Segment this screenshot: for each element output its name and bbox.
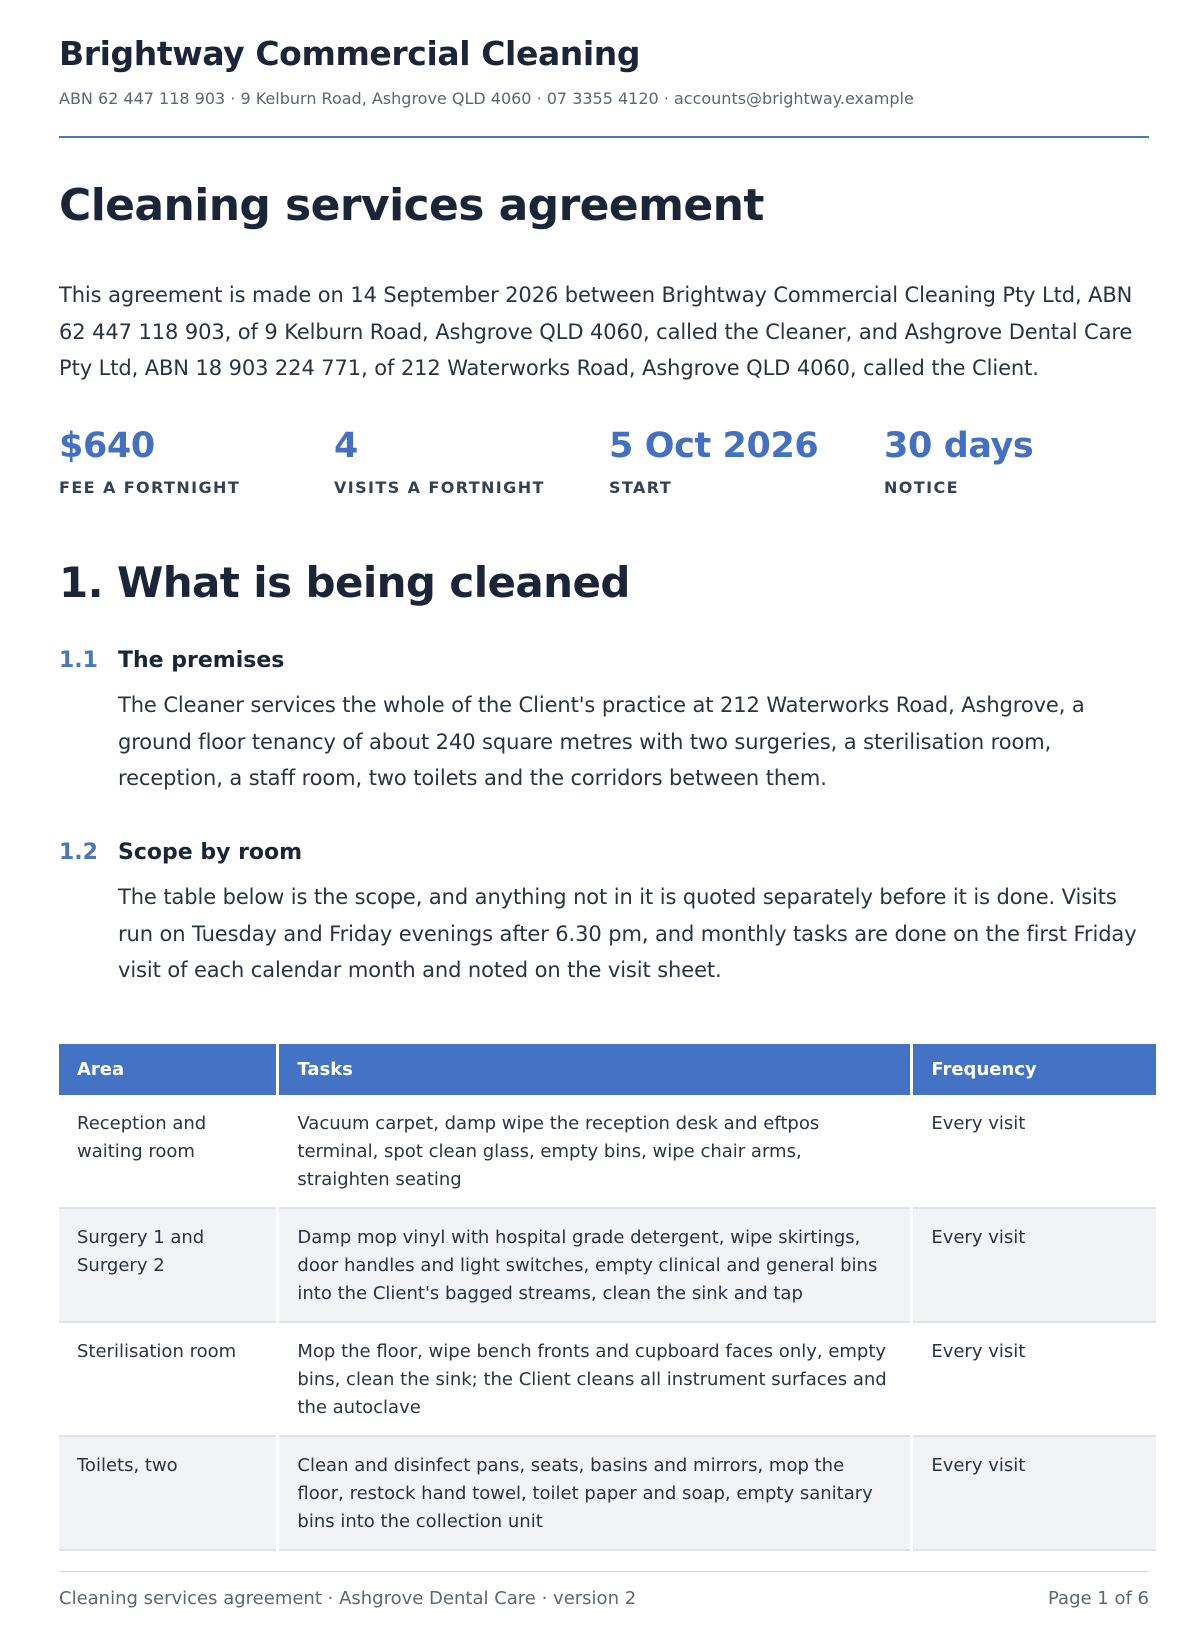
cell-frequency: Every visit <box>913 1437 1156 1551</box>
cell-area: Surgery 1 and Surgery 2 <box>59 1209 276 1323</box>
key-terms <box>59 424 1149 504</box>
table-row <box>59 1437 1156 1551</box>
stat-value: 4 <box>334 426 358 466</box>
subsection-body: The table below is the scope, and anything not in it is quoted separately before it is done. Visits run on Tuesday and Friday evenings after 6.30 pm, and monthly tasks are done on the first Friday visit of each calendar month and noted on the visit sheet. <box>118 885 1137 982</box>
header-divider <box>59 136 1149 138</box>
column-header-tasks: Tasks <box>279 1044 910 1095</box>
cell-frequency: Every visit <box>913 1323 1156 1437</box>
stat-visits <box>334 424 545 497</box>
table-row <box>59 1209 1156 1323</box>
stat-value: 30 days <box>884 426 1034 466</box>
company-name: Brightway Commercial Cleaning <box>59 34 641 73</box>
table-row <box>59 1095 1156 1209</box>
scope-table-container <box>59 1044 1159 1532</box>
column-header-frequency: Frequency <box>913 1044 1156 1095</box>
company-details: ABN 62 447 118 903 · 9 Kelburn Road, Ashgrove QLD 4060 · 07 3355 4120 · accounts@brightway.example <box>59 89 914 108</box>
stat-label: FEE A FORTNIGHT <box>59 478 241 497</box>
cell-frequency: Every visit <box>913 1209 1156 1323</box>
cell-area: Toilets, two <box>59 1437 276 1551</box>
subsection-title: The premises <box>118 648 285 673</box>
cell-tasks: Vacuum carpet, damp wipe the reception desk and eftpos terminal, spot clean glass, empty bins, wipe chair arms, straighten seating <box>279 1095 910 1209</box>
subsection-body: The Cleaner services the whole of the Client's practice at 212 Waterworks Road, Ashgrove, a ground floor tenancy of about 240 square metres with two surgeries, a sterilisation room, reception, a staff room, two toilets and the corridors between them. <box>118 693 1085 790</box>
intro-paragraph: This agreement is made on 14 September 2026 between Brightway Commercial Cleaning Pty Ltd, ABN 62 447 118 903, of 9 Kelburn Road, Ashgrove QLD 4060, called the Cleaner, and Ashgrove Dental Care Pty Ltd, ABN 18 903 224 771, of 212 Waterworks Road, Ashgrove QLD 4060, called the Client. <box>59 283 1133 380</box>
section-heading: 1. What is being cleaned <box>59 558 630 607</box>
stat-notice <box>884 424 1033 497</box>
stat-fee <box>59 424 240 497</box>
table-row <box>59 1323 1156 1437</box>
stat-label: NOTICE <box>884 478 959 497</box>
subsection-number: 1.1 <box>59 648 98 673</box>
stat-label: VISITS A FORTNIGHT <box>334 478 545 497</box>
stat-start <box>609 424 818 497</box>
subsection-number: 1.2 <box>59 840 98 865</box>
document-page <box>59 0 1149 1639</box>
subsection-title: Scope by room <box>118 840 303 865</box>
cell-tasks: Clean and disinfect pans, seats, basins and mirrors, mop the floor, restock hand towel, toilet paper and soap, empty sanitary bins into the collection unit <box>279 1437 910 1551</box>
footer-document-info: Cleaning services agreement · Ashgrove Dental Care · version 2 <box>59 1588 637 1609</box>
stat-label: START <box>609 478 673 497</box>
stat-value: $640 <box>59 426 155 466</box>
column-header-area: Area <box>59 1044 276 1095</box>
scope-table <box>56 1044 1159 1551</box>
stat-value: 5 Oct 2026 <box>609 426 819 466</box>
footer-divider <box>59 1571 1149 1572</box>
cell-area: Reception and waiting room <box>59 1095 276 1209</box>
document-title: Cleaning services agreement <box>59 180 764 231</box>
cell-tasks: Damp mop vinyl with hospital grade detergent, wipe skirtings, door handles and light switches, empty clinical and general bins into the Client's bagged streams, clean the sink and tap <box>279 1209 910 1323</box>
cell-frequency: Every visit <box>913 1095 1156 1209</box>
cell-tasks: Mop the floor, wipe bench fronts and cupboard faces only, empty bins, clean the sink; the Client cleans all instrument surfaces and the autoclave <box>279 1323 910 1437</box>
table-header-row <box>59 1044 1156 1095</box>
page-number: Page 1 of 6 <box>1048 1588 1149 1609</box>
cell-area: Sterilisation room <box>59 1323 276 1437</box>
